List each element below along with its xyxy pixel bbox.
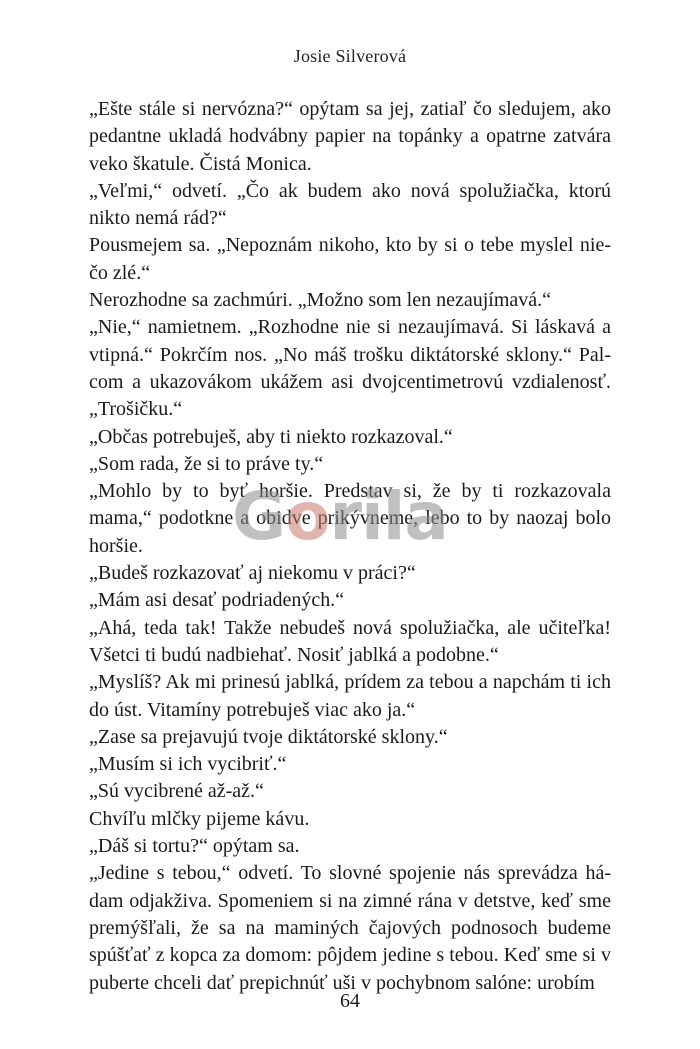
paragraph: „Nie,“ namietnem. „Rozhodne nie si nezaujímavá. Si láskavá a vtipná.“ Pokrčím nos. „No máš trošku diktátorské sklony.“ Pal-com a ukazovákom ukážem asi dvojcentimetrovú vzdialenosť. „Trošičku.“ (89, 316, 611, 421)
paragraph: „Ahá, teda tak! Takže nebudeš nová spolužiačka, ale učiteľka! Všetci ti budú nadbiehať. Nosiť jablká a podobne.“ (89, 616, 611, 666)
paragraph: „Dáš si tortu?“ opýtam sa. (89, 835, 300, 858)
paragraph: „Mohlo by to byť horšie. Predstav si, že by ti rozkazovala mama,“ podotkne a obidve prikývneme, lebo to by naozaj bolo horšie. (89, 480, 611, 557)
paragraph: „Zase sa prejavujú tvoje diktátorské sklony.“ (89, 725, 448, 748)
paragraph: Pousmejem sa. „Nepoznám nikoho, kto by si o tebe myslel nie-čo zlé.“ (89, 234, 611, 284)
paragraph: „Ešte stále si nervózna?“ opýtam sa jej, zatiaľ čo sledujem, ako pedantne ukladá hodvábny papier na topánky a opatrne zatvára veko škatule. Čistá Monica. (89, 98, 611, 175)
watermark-letter: G (232, 478, 286, 555)
paragraph: „Mám asi desať podriadených.“ (89, 589, 345, 612)
watermark-letter-accent: o (285, 478, 330, 555)
paragraph: „Budeš rozkazovať aj niekomu v práci?“ (89, 562, 416, 585)
paragraph: „Sú vycibrené až-až.“ (89, 780, 264, 803)
running-header-author: Josie Silverová (293, 46, 407, 66)
watermark-letters: rila (329, 478, 448, 555)
paragraph: Nerozhodne sa zachmúri. „Možno som len nezaujímavá.“ (89, 289, 552, 312)
paragraph: „Občas potrebuješ, aby ti niekto rozkazoval.“ (89, 425, 453, 448)
paragraph: Chvíľu mlčky pijeme kávu. (89, 807, 310, 830)
body-text (89, 96, 611, 997)
paragraph: „Musím si ich vycibriť.“ (89, 753, 287, 776)
paragraph: „Myslíš? Ak mi prinesú jablká, prídem za tebou a napchám ti ich do úst. Vitamíny potrebuješ viac ako ja.“ (89, 671, 611, 721)
page-number: 64 (340, 990, 360, 1012)
paragraph: „Jedine s tebou,“ odvetí. To slovné spojenie nás sprevádza há-dam odjakživa. Spomeniem si na zimné rána v detstve, keď sme premýšľali, že sa na maminých čajových podnosoch budeme spúšťať z kopca za domom: pôjdem jedine s tebou. Keď sme si v puberte chceli dať prepichnúť uši v pochybnom salóne: urobím (89, 862, 611, 994)
paragraph: „Som rada, že si to práve ty.“ (89, 452, 324, 475)
paragraph: „Veľmi,“ odvetí. „Čo ak budem ako nová spolužiačka, ktorú nikto nemá rád?“ (89, 179, 611, 230)
